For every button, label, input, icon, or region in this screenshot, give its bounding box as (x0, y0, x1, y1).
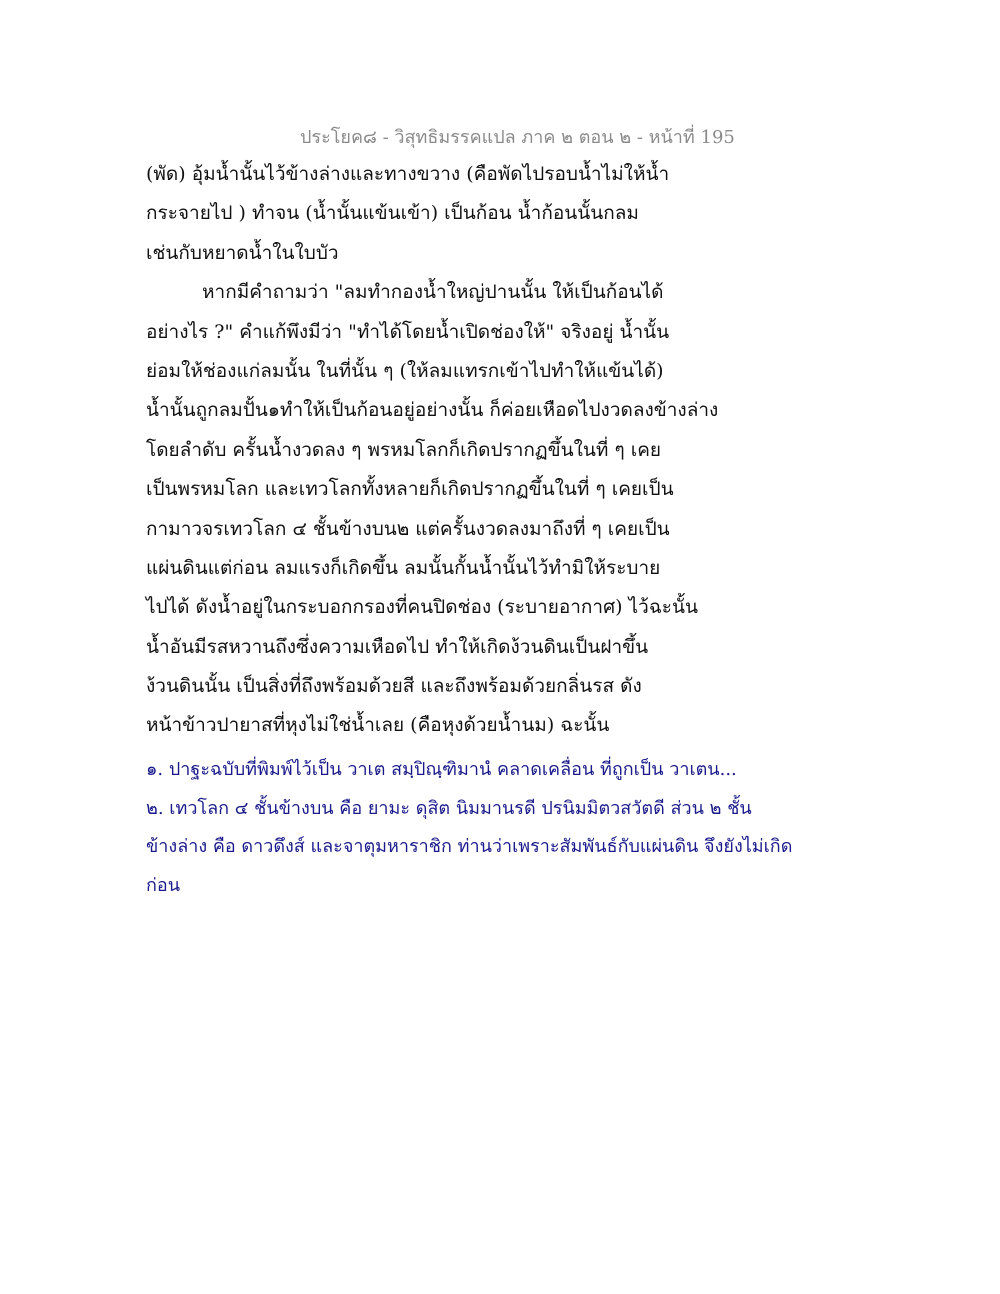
footnote-1: ๑. ปาฐะฉบับที่พิมพ์ไว้เป็น วาเต สมฺปิณฺฑิมานํ คลาดเคลื่อน ที่ถูกเป็น วาเตน... (146, 759, 737, 780)
body-line: อย่างไร ?" คำแก้พึงมีว่า "ทำได้โดยน้ำเปิดช่องให้" จริงอยู่ น้ำนั้น (146, 320, 670, 343)
body-line: โดยลำดับ ครั้นน้ำงวดลง ๆ พรหมโลกก็เกิดปรากฏขึ้นในที่ ๆ เคย (146, 438, 662, 461)
footnote-2-continued: ก่อน (146, 874, 181, 896)
body-line: น้ำอันมีรสหวานถึงซึ่งความเหือดไป ทำให้เกิดง้วนดินเป็นฝาขึ้น (146, 635, 649, 658)
body-line: กามาวจรเทวโลก ๔ ชั้นข้างบน๒ แต่ครั้นงวดลงมาถึงที่ ๆ เคยเป็น (146, 517, 670, 540)
body-line: (พัด) อุ้มน้ำนั้นไว้ข้างล่างและทางขวาง (คือพัดไปรอบน้ำไม่ให้น้ำ (146, 163, 670, 185)
body-line: แผ่นดินแต่ก่อน ลมแรงก็เกิดขึ้น ลมนั้นกั้นน้ำนั้นไว้ทำมิให้ระบาย (146, 556, 661, 579)
paragraph-start-line: หากมีคำถามว่า "ลมทำกองน้ำใหญ่ปานนั้น ให้เป็นก้อนได้ (202, 281, 664, 304)
body-line: เช่นกับหยาดน้ำในใบบัว (146, 241, 339, 264)
body-line: กระจายไป ) ทำจน (น้ำนั้นแข้นเข้า) เป็นก้อน น้ำก้อนนั้นกลม (146, 202, 639, 225)
body-line: เป็นพรหมโลก และเทวโลกทั้งหลายก็เกิดปรากฏขึ้นในที่ ๆ เคยเป็น (146, 478, 674, 501)
footnote-2: ๒. เทวโลก ๔ ชั้นข้างบน คือ ยามะ ดุสิต นิมมานรดี ปรนิมมิตวสวัตดี ส่วน ๒ ชั้น (146, 797, 752, 819)
body-line: น้ำนั้นถูกลมปั้น๑ทำให้เป็นก้อนอยู่อย่างนั้น ก็ค่อยเหือดไปงวดลงข้างล่าง (146, 399, 719, 422)
footnote-2-continued: ข้างล่าง คือ ดาวดึงส์ และจาตุมหาราชิก ท่านว่าเพราะสัมพันธ์กับแผ่นดิน จึงยังไม่เกิด (146, 836, 793, 858)
body-line: หน้าข้าวปายาสที่หุงไม่ใช่น้ำเลย (คือหุงด้วยน้ำนม) ฉะนั้น (146, 714, 610, 737)
body-line: ไปได้ ดังน้ำอยู่ในกระบอกกรองที่คนปิดช่อง (ระบายอากาศ) ไว้ฉะนั้น (146, 596, 698, 619)
page-header: ประโยค๘ - วิสุทธิมรรคแปล ภาค ๒ ตอน ๒ - หน้าที่ 195 (300, 127, 735, 148)
footnotes (146, 755, 793, 909)
body-text (146, 158, 746, 749)
body-line: ง้วนดินนั้น เป็นสิ่งที่ถึงพร้อมด้วยสี และถึงพร้อมด้วยกลิ่นรส ดัง (146, 675, 642, 698)
body-line: ย่อมให้ช่องแก่ลมนั้น ในที่นั้น ๆ (ให้ลมแทรกเข้าไปทำให้แข้นได้) (146, 359, 664, 382)
